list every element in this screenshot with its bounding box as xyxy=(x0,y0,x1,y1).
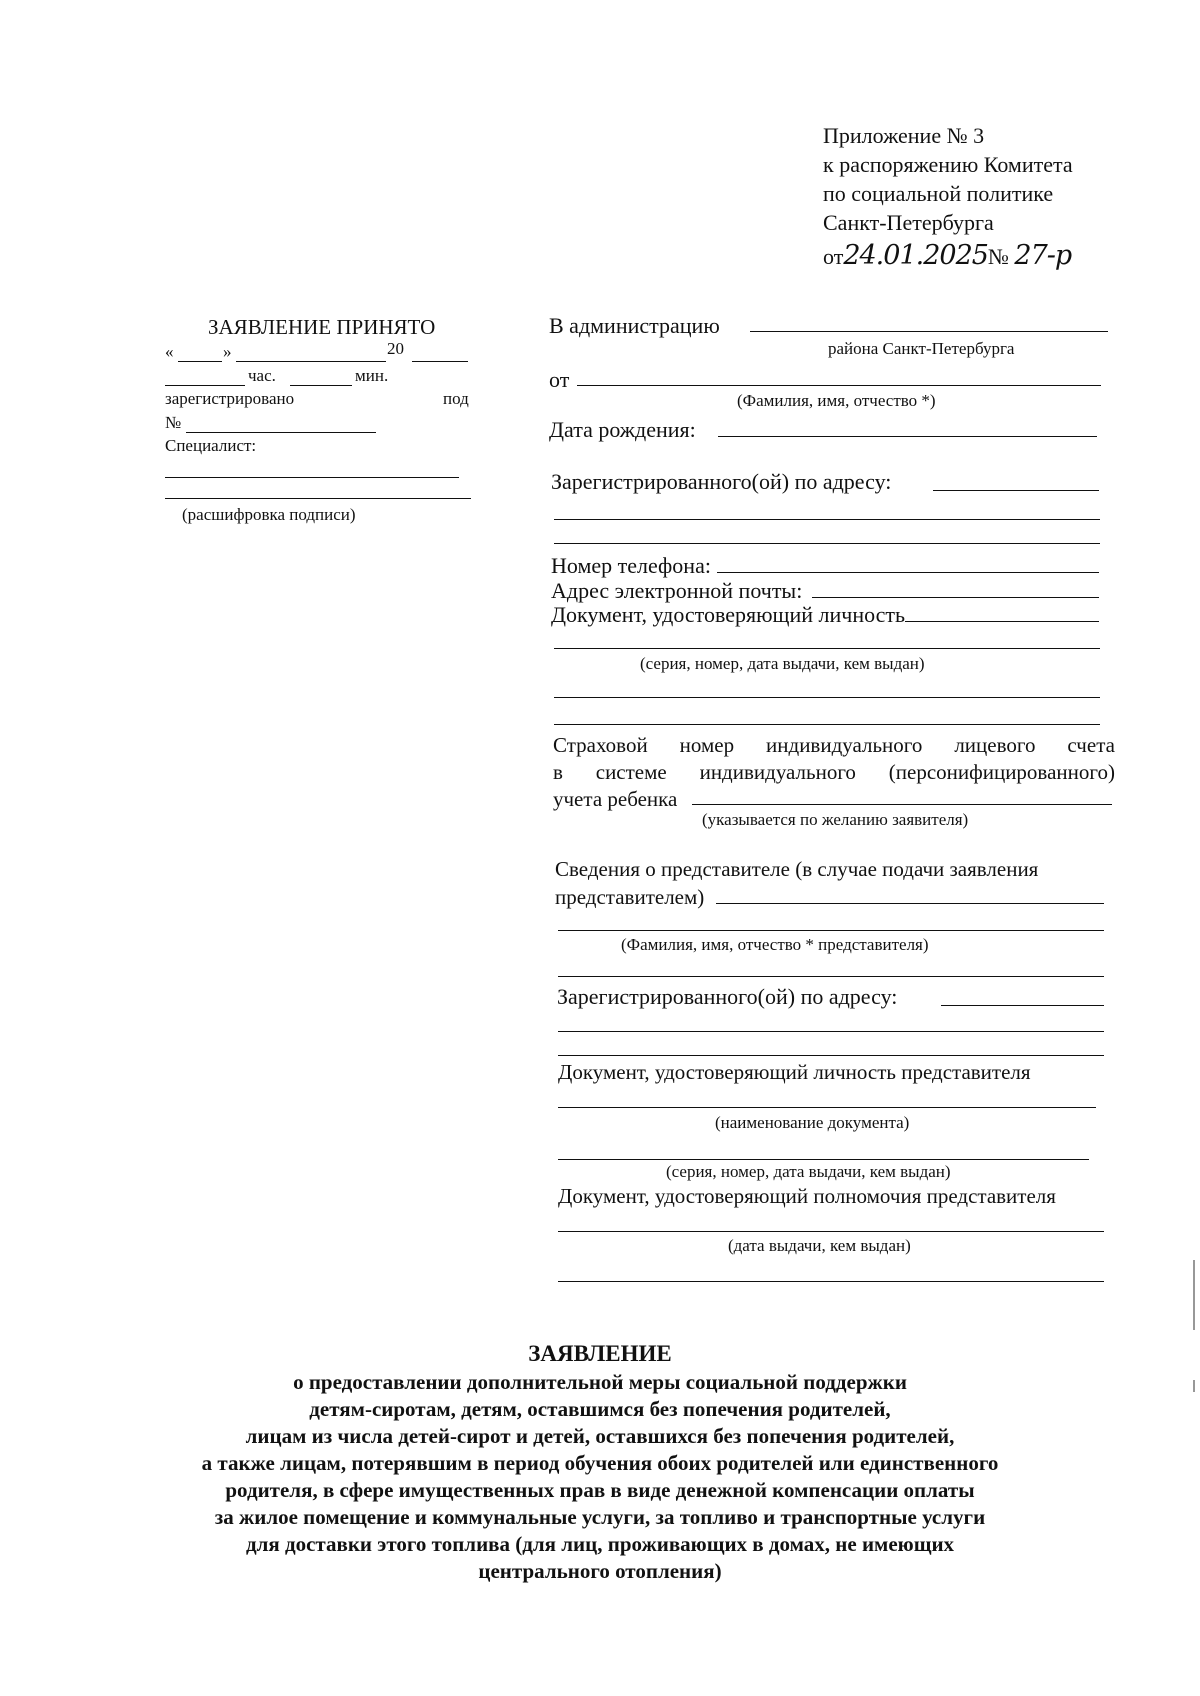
rep-extra-line[interactable] xyxy=(558,976,1104,977)
year-field[interactable] xyxy=(412,361,468,362)
id-extra-line-1[interactable] xyxy=(554,697,1100,698)
handwritten-order-number: 27-р xyxy=(1014,240,1072,271)
receipt-under-label: под xyxy=(443,389,469,408)
appendix-city-line: Санкт-Петербурга xyxy=(823,210,994,235)
receipt-number-label: № xyxy=(165,413,182,432)
statement-line: детям-сиротам, детям, оставшимся без попечения родителей, xyxy=(309,1397,891,1421)
appendix-date-number-line xyxy=(823,240,1071,271)
snils-word: в xyxy=(553,760,563,784)
snils-word: номер xyxy=(679,733,735,757)
appendix-number: Приложение № 3 xyxy=(823,123,985,148)
email-label: Адрес электронной почты: xyxy=(551,578,803,603)
rep-authority-document-label: Документ, удостоверяющий полномочия представителя xyxy=(558,1184,1056,1208)
statement-line: за жилое помещение и коммунальные услуги, за топливо и транспортные услуги xyxy=(214,1505,986,1529)
email-field[interactable] xyxy=(812,597,1099,598)
rep-fio-field[interactable] xyxy=(558,930,1104,931)
day-field[interactable] xyxy=(178,361,222,362)
rep-id-document-label: Документ, удостоверяющий личность представителя xyxy=(558,1060,1031,1084)
id-document-field[interactable] xyxy=(905,621,1099,622)
statement-line: а также лицам, потерявшим в период обучения обоих родителей или единственного xyxy=(201,1451,999,1475)
rep-authority-extra-line[interactable] xyxy=(558,1281,1104,1282)
rep-info-field[interactable] xyxy=(716,903,1104,904)
fio-caption: (Фамилия, имя, отчество *) xyxy=(737,391,936,410)
id-document-label: Документ, удостоверяющий личность xyxy=(551,602,906,627)
snils-word: счета xyxy=(1067,733,1115,757)
id-extra-line-2[interactable] xyxy=(554,724,1100,725)
administration-field[interactable] xyxy=(750,331,1108,332)
statement-line: для доставки этого топлива (для лиц, проживающих в домах, не имеющих xyxy=(245,1532,955,1556)
snils-word: (персонифицированного) xyxy=(888,760,1115,784)
id-details-field[interactable] xyxy=(554,648,1100,649)
statement-line: о предоставлении дополнительной меры социальной поддержки xyxy=(293,1370,907,1394)
rep-authority-caption: (дата выдачи, кем выдан) xyxy=(728,1236,911,1255)
snils-line-3: учета ребенка xyxy=(553,787,678,811)
appendix-number-mark: № xyxy=(987,244,1009,269)
registration-number-field[interactable] xyxy=(186,432,376,433)
snils-caption: (указывается по желанию заявителя) xyxy=(702,810,969,829)
phone-label: Номер телефона: xyxy=(551,553,711,578)
appendix-date-prefix: от xyxy=(823,244,844,269)
registered-address-label: Зарегистрированного(ой) по адресу: xyxy=(551,469,892,494)
scan-edge-mark xyxy=(1193,1260,1195,1330)
statement-line: центрального отопления) xyxy=(478,1559,722,1583)
rep-registered-address-label: Зарегистрированного(ой) по адресу: xyxy=(557,984,898,1009)
rep-info-line-1: Сведения о представителе (в случае подачи заявления xyxy=(555,857,1039,881)
statement-title: ЗАЯВЛЕНИЕ xyxy=(528,1341,672,1366)
hours-field[interactable] xyxy=(165,385,245,386)
appendix-order-line: к распоряжению Комитета xyxy=(823,152,1073,177)
to-admin-label: В администрацию xyxy=(549,313,720,338)
snils-word: системе xyxy=(595,760,667,784)
rep-address-field-3[interactable] xyxy=(558,1055,1104,1056)
rep-id-details-field[interactable] xyxy=(558,1159,1089,1160)
rep-doc-name-field[interactable] xyxy=(558,1107,1096,1108)
rep-doc-name-caption: (наименование документа) xyxy=(715,1113,910,1132)
receipt-date-close: » xyxy=(223,342,232,361)
snils-field[interactable] xyxy=(692,804,1112,805)
snils-word: Страховой xyxy=(553,733,648,757)
receipt-minutes-label: мин. xyxy=(355,366,389,385)
minutes-field[interactable] xyxy=(290,385,352,386)
id-caption: (серия, номер, дата выдачи, кем выдан) xyxy=(640,654,925,673)
handwritten-date: 24.01.2025 xyxy=(843,240,988,271)
rep-authority-field[interactable] xyxy=(558,1231,1104,1232)
district-caption: района Санкт-Петербурга xyxy=(828,339,1015,358)
statement-line: лицам из числа детей-сирот и детей, оставшихся без попечения родителей, xyxy=(245,1424,955,1448)
rep-fio-caption: (Фамилия, имя, отчество * представителя) xyxy=(621,935,929,954)
snils-line-2 xyxy=(553,760,1115,785)
rep-address-field-2[interactable] xyxy=(558,1031,1104,1032)
rep-address-field-1[interactable] xyxy=(941,1005,1104,1006)
phone-field[interactable] xyxy=(717,572,1099,573)
receipt-date-open: « xyxy=(165,342,174,361)
receipt-title: ЗАЯВЛЕНИЕ ПРИНЯТО xyxy=(208,315,436,339)
scan-edge-mark xyxy=(1193,1380,1195,1392)
signature-caption: (расшифровка подписи) xyxy=(182,505,356,524)
statement-line: родителя, в сфере имущественных прав в виде денежной компенсации оплаты xyxy=(225,1478,975,1502)
birth-date-field[interactable] xyxy=(718,436,1097,437)
appendix-committee-line: по социальной политике xyxy=(823,181,1054,206)
address-field-2[interactable] xyxy=(554,519,1100,520)
receipt-specialist-label: Специалист: xyxy=(165,436,257,455)
birth-date-label: Дата рождения: xyxy=(549,417,696,442)
receipt-registered-label: зарегистрировано xyxy=(165,389,295,408)
snils-line-1 xyxy=(553,733,1115,758)
from-label: от xyxy=(549,367,570,392)
specialist-signature-line[interactable] xyxy=(165,477,459,478)
address-field-3[interactable] xyxy=(554,543,1100,544)
receipt-hours-label: час. xyxy=(248,366,276,385)
rep-info-line-2: представителем) xyxy=(555,885,705,909)
month-field[interactable] xyxy=(236,361,386,362)
rep-id-caption: (серия, номер, дата выдачи, кем выдан) xyxy=(666,1162,951,1181)
snils-word: лицевого xyxy=(954,733,1036,757)
snils-word: индивидуального xyxy=(766,733,923,757)
signature-decoding-line[interactable] xyxy=(165,498,471,499)
snils-word: индивидуального xyxy=(699,760,856,784)
address-field-1[interactable] xyxy=(933,490,1099,491)
applicant-fio-field[interactable] xyxy=(577,385,1101,386)
receipt-year-prefix: 20 xyxy=(387,339,404,358)
